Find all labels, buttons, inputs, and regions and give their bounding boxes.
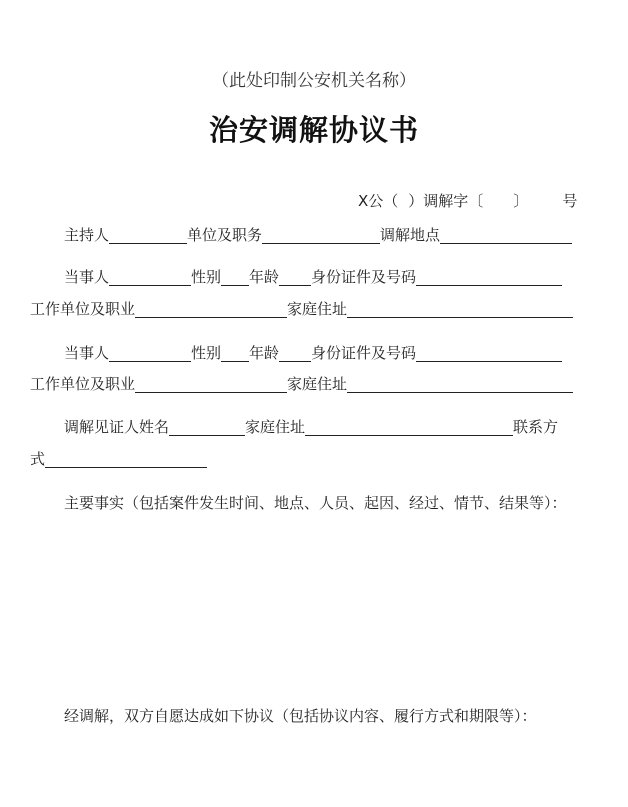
party2-gender-blank[interactable] <box>221 345 249 362</box>
witness-line <box>64 418 558 436</box>
mediation-location-blank[interactable] <box>440 227 572 244</box>
party2-age-blank[interactable] <box>279 345 311 362</box>
unit-position-label: 单位及职务 <box>187 226 263 244</box>
main-facts-area[interactable] <box>64 520 594 690</box>
party2-work-label: 工作单位及职业 <box>30 375 136 393</box>
unit-position-blank[interactable] <box>262 227 380 244</box>
witness-contact-blank[interactable] <box>45 451 207 468</box>
witness-contact-label: 联系方 <box>513 418 559 436</box>
organ-name-placeholder: （此处印制公安机关名称） <box>212 71 416 91</box>
party2-age-label: 年龄 <box>249 344 280 362</box>
party2-id-label: 身份证件及号码 <box>311 344 417 362</box>
docno-suffix: 号 <box>562 192 578 210</box>
party2-id-blank[interactable] <box>416 345 562 362</box>
party1-work-label: 工作单位及职业 <box>30 300 136 318</box>
party1-gender-label: 性别 <box>191 268 222 286</box>
mediation-location-label: 调解地点 <box>380 226 441 244</box>
agreement-label: 经调解，双方自愿达成如下协议（包括协议内容、履行方式和期限等）： <box>64 707 537 725</box>
witness-address-blank[interactable] <box>305 419 513 436</box>
witness-address-label: 家庭住址 <box>245 418 306 436</box>
party1-line <box>64 268 562 286</box>
party1-address-blank[interactable] <box>347 301 573 318</box>
docno-mid: ）调解字〔 <box>408 192 484 210</box>
document-number <box>358 190 577 211</box>
host-blank[interactable] <box>109 227 187 244</box>
party1-work-blank[interactable] <box>135 301 287 318</box>
party1-name-blank[interactable] <box>109 269 191 286</box>
docno-end: 〕 <box>513 192 529 210</box>
party1-address-label: 家庭住址 <box>287 300 348 318</box>
agreement-area[interactable] <box>64 732 594 797</box>
party1-gender-blank[interactable] <box>221 269 249 286</box>
party1-age-label: 年龄 <box>249 268 280 286</box>
party1-id-blank[interactable] <box>416 269 562 286</box>
host-label: 主持人 <box>64 226 110 244</box>
party2-work-line <box>30 375 573 393</box>
party1-label: 当事人 <box>64 268 110 286</box>
document-title: 治安调解协议书 <box>208 113 419 147</box>
party1-work-line <box>30 300 573 318</box>
witness-contact-line <box>30 450 207 468</box>
party2-address-blank[interactable] <box>347 376 573 393</box>
witness-contact-label-cont: 式 <box>30 450 46 468</box>
party2-label: 当事人 <box>64 344 110 362</box>
party2-gender-label: 性别 <box>191 344 222 362</box>
docno-prefix: X公（ <box>358 192 399 210</box>
witness-name-label: 调解见证人姓名 <box>64 418 170 436</box>
party2-work-blank[interactable] <box>135 376 287 393</box>
witness-name-blank[interactable] <box>169 419 245 436</box>
main-facts-label: 主要事实（包括案件发生时间、地点、人员、起因、经过、情节、结果等）： <box>64 494 567 512</box>
party2-name-blank[interactable] <box>109 345 191 362</box>
host-line <box>64 226 572 244</box>
party2-address-label: 家庭住址 <box>287 375 348 393</box>
party1-age-blank[interactable] <box>279 269 311 286</box>
party1-id-label: 身份证件及号码 <box>311 268 417 286</box>
party2-line <box>64 344 562 362</box>
